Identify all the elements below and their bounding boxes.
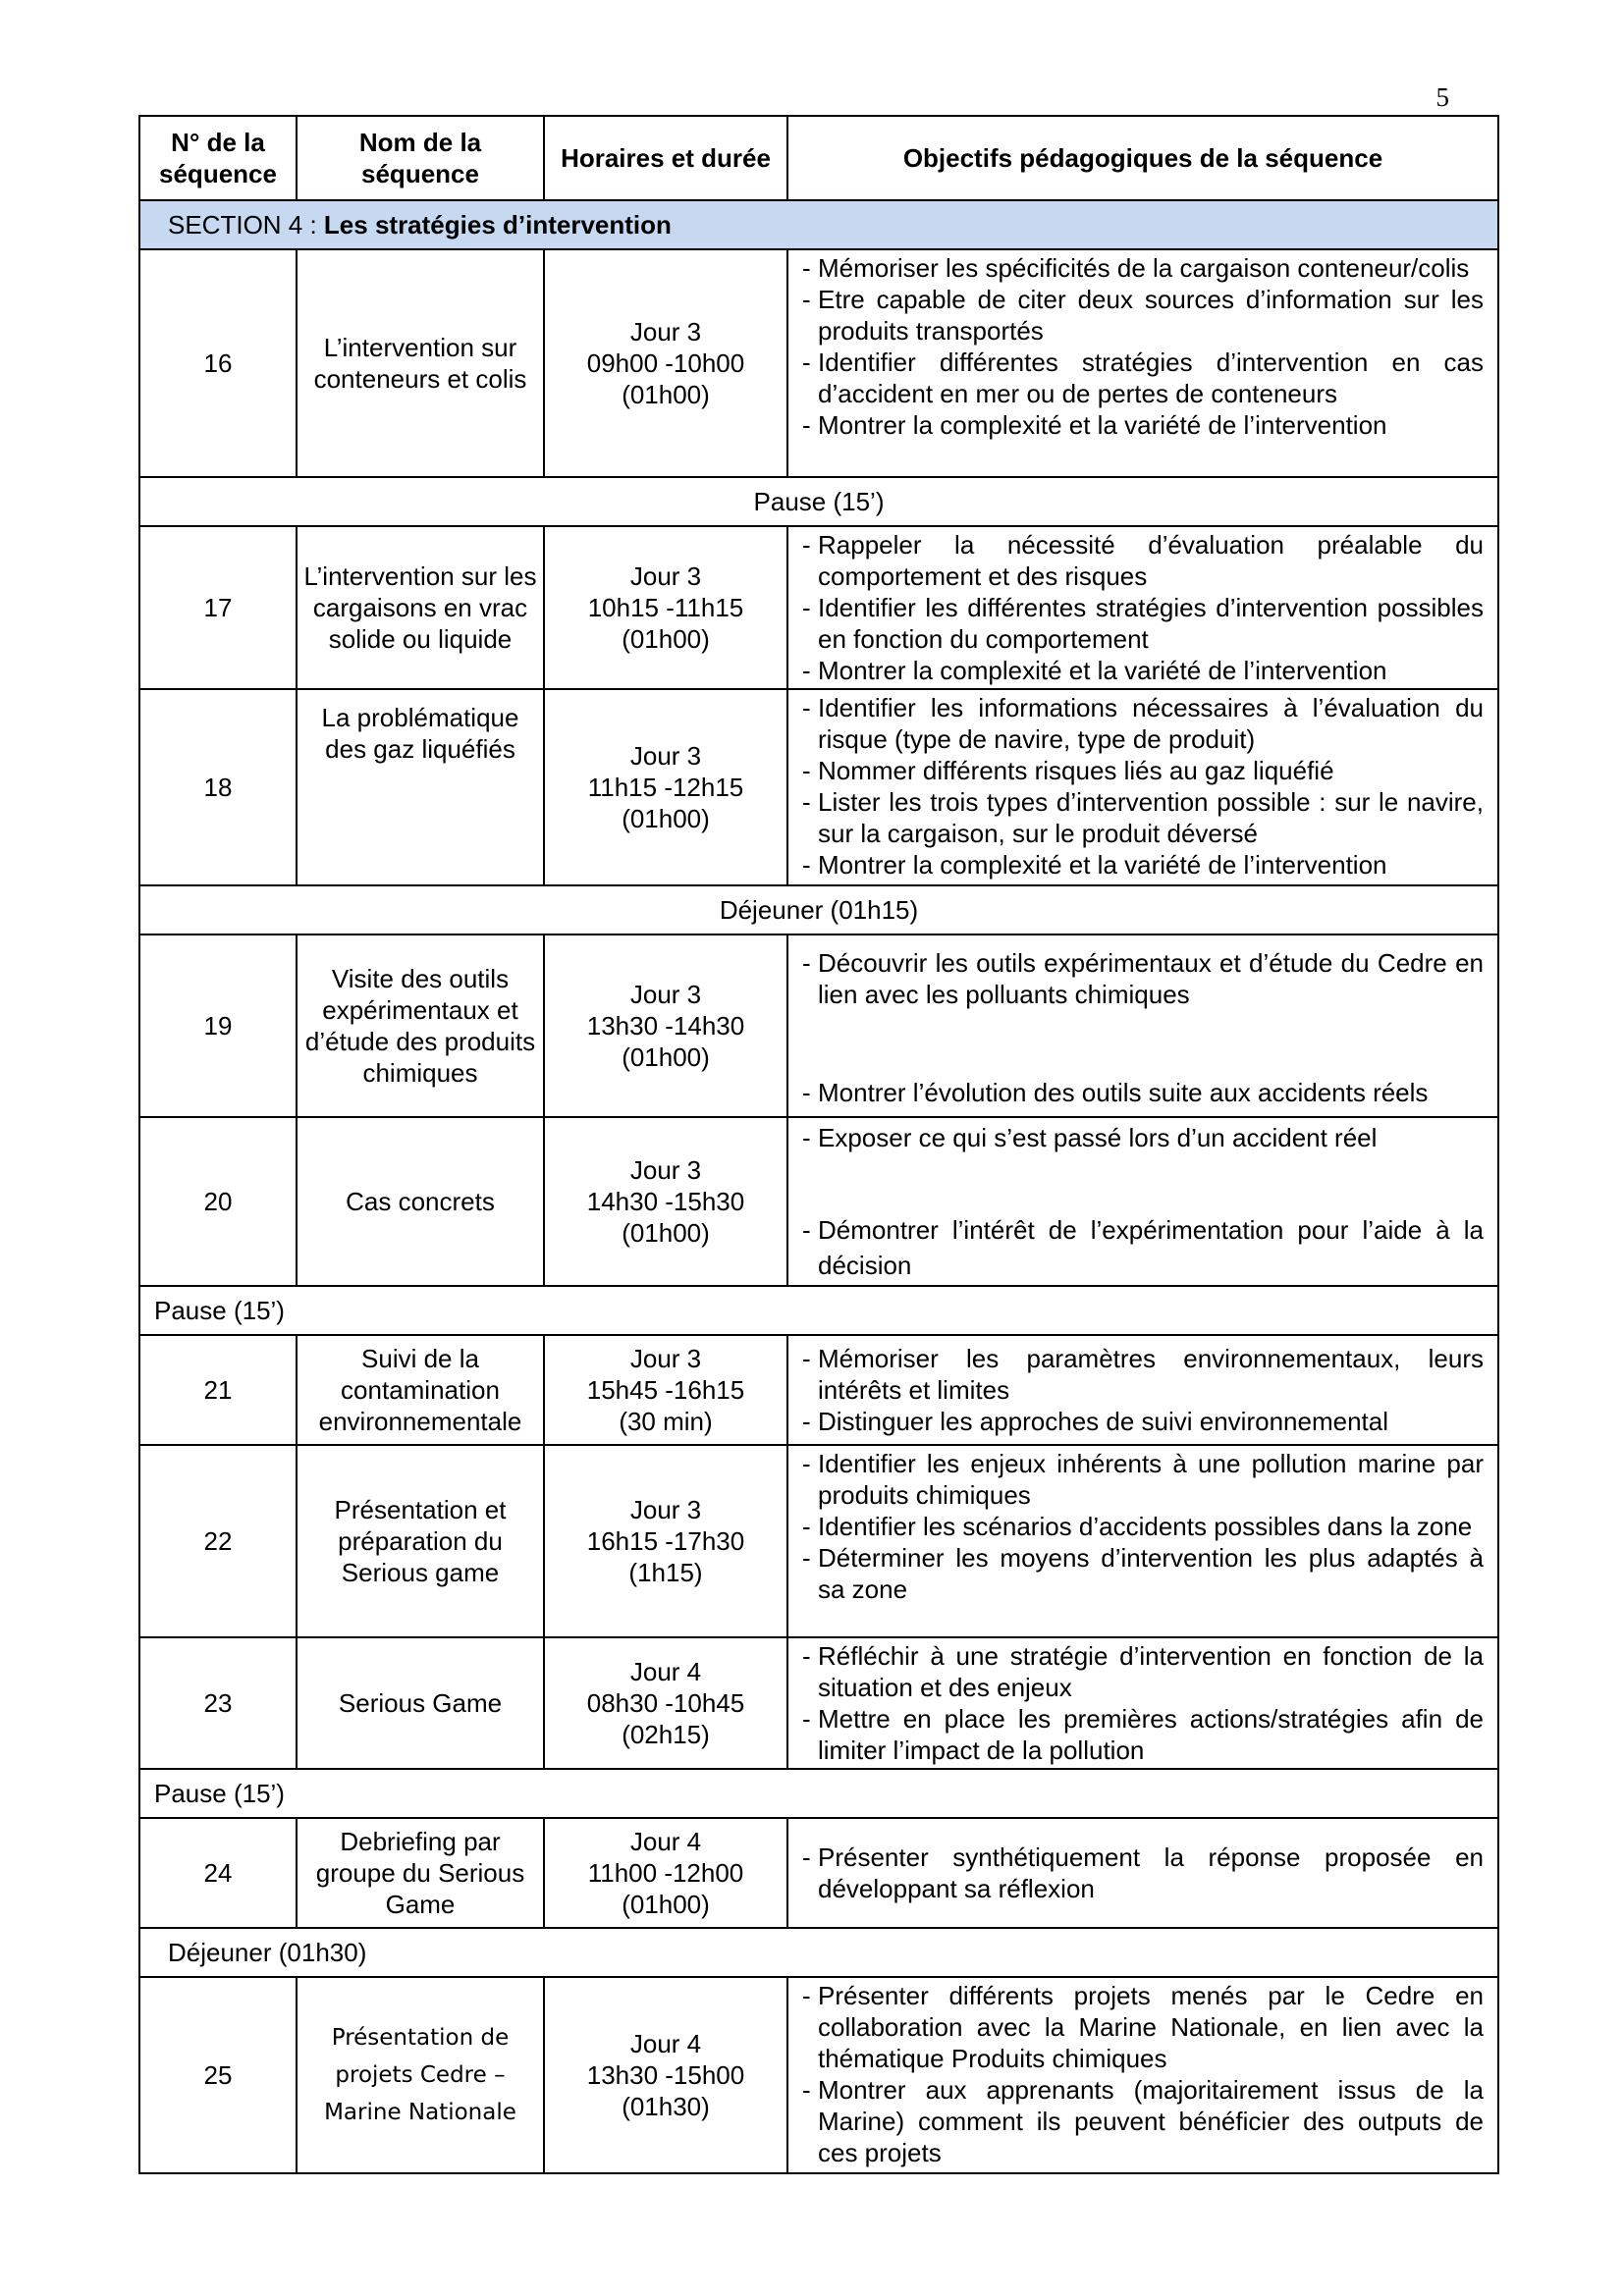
seq-time: Jour 3 11h15 -12h15 (01h00) [544,689,787,885]
sequence-table [138,115,1499,2174]
objective-item: - Identifier les différentes stratégies d’intervention possibles en fonction du comportement [802,592,1484,655]
table-row [139,934,1498,1117]
seq-time: Jour 3 09h00 -10h00 (01h00) [544,249,787,477]
objective-item: - Exposer ce qui s’est passé lors d’un accident réel [802,1120,1484,1155]
header-time: Horaires et durée [544,116,787,200]
table-row [139,1818,1498,1928]
objective-item: - Identifier différentes stratégies d’intervention en cas d’accident en mer ou de pertes de conteneurs [802,347,1484,409]
seq-objectives [787,934,1498,1117]
pause-label: Pause (15’) [139,477,1498,526]
header-num: N° de la séquence [139,116,297,200]
seq-objectives [787,1977,1498,2173]
seq-objectives [787,1335,1498,1445]
objective-item: - Découvrir les outils expérimentaux et d’étude du Cedre en lien avec les polluants chimiques [802,947,1484,1010]
seq-number: 21 [139,1335,297,1445]
objective-item: - Identifier les enjeux inhérents à une pollution marine par produits chimiques [802,1448,1484,1511]
pause-label: Pause (15’) [139,1769,1498,1818]
seq-name: L’intervention sur les cargaisons en vrac solide ou liquide [297,526,544,689]
seq-objectives [787,1637,1498,1769]
seq-objectives [787,249,1498,477]
objective-item: - Mettre en place les premières actions/stratégies afin de limiter l’impact de la pollution [802,1703,1484,1766]
table-row [139,1977,1498,2173]
pause-label: Pause (15’) [139,1286,1498,1335]
lunch-row [139,1928,1498,1977]
seq-name: Cas concrets [297,1117,544,1286]
objective-item: - Montrer l’évolution des outils suite aux accidents réels [802,1077,1484,1108]
table-row [139,1637,1498,1769]
objective-item: - Montrer la complexité et la variété de l’intervention [802,655,1484,686]
seq-time: Jour 3 13h30 -14h30 (01h00) [544,934,787,1117]
section-title: SECTION 4 : Les stratégies d’intervention [139,200,1498,249]
seq-name: L’intervention sur conteneurs et colis [297,249,544,477]
seq-time: Jour 3 10h15 -11h15 (01h00) [544,526,787,689]
seq-number: 20 [139,1117,297,1286]
objective-item: - Distinguer les approches de suivi environnemental [802,1406,1484,1437]
pause-row [139,1286,1498,1335]
objective-item: - Mémoriser les spécificités de la cargaison conteneur/colis [802,252,1484,284]
objective-item: - Présenter synthétiquement la réponse proposée en développant sa réflexion [802,1842,1484,1904]
seq-objectives [787,1445,1498,1637]
seq-name: Suivi de la contamination environnementale [297,1335,544,1445]
objective-item: - Identifier les informations nécessaires à l’évaluation du risque (type de navire, type de produit) [802,692,1484,755]
objective-item: - Identifier les scénarios d’accidents possibles dans la zone [802,1511,1484,1542]
seq-time: Jour 4 13h30 -15h00 (01h30) [544,1977,787,2173]
objective-item: - Montrer la complexité et la variété de l’intervention [802,409,1484,441]
seq-time: Jour 3 14h30 -15h30 (01h00) [544,1117,787,1286]
seq-objectives [787,526,1498,689]
seq-objectives [787,1818,1498,1928]
objective-item: - Réfléchir à une stratégie d’intervention en fonction de la situation et des enjeux [802,1640,1484,1703]
table-row [139,1445,1498,1637]
seq-number: 17 [139,526,297,689]
pause-row [139,1769,1498,1818]
seq-number: 19 [139,934,297,1117]
seq-name: Visite des outils expérimentaux et d’étude des produits chimiques [297,934,544,1117]
table-row [139,249,1498,477]
header-objectives: Objectifs pédagogiques de la séquence [787,116,1498,200]
objective-item: - Déterminer les moyens d’intervention les plus adaptés à sa zone [802,1542,1484,1605]
objective-item: - Lister les trois types d’intervention possible : sur le navire, sur la cargaison, sur le produit déversé [802,786,1484,849]
table-header-row [139,116,1498,200]
table-row [139,526,1498,689]
seq-name: Debriefing par groupe du Serious Game [297,1818,544,1928]
page-number: 5 [1435,82,1449,112]
table-row [139,1117,1498,1286]
seq-name: La problématique des gaz liquéfiés [297,689,544,885]
seq-name: Présentation et préparation du Serious game [297,1445,544,1637]
objective-item: - Démontrer l’intérêt de l’expérimentation pour l’aide à la décision [802,1212,1484,1283]
section-row [139,200,1498,249]
lunch-row [139,885,1498,934]
seq-number: 24 [139,1818,297,1928]
objective-item: - Présenter différents projets menés par le Cedre en collaboration avec la Marine Nationale, en lien avec la thématique Produits chimiques [802,1980,1484,2074]
objective-item: - Montrer aux apprenants (majoritairement issus de la Marine) comment ils peuvent bénéficier des outputs de ces projets [802,2074,1484,2168]
seq-name: Présentation de projets Cedre – Marine Nationale [297,1977,544,2173]
table-row [139,689,1498,885]
seq-time: Jour 3 15h45 -16h15 (30 min) [544,1335,787,1445]
objective-item: - Etre capable de citer deux sources d’information sur les produits transportés [802,284,1484,347]
seq-time: Jour 4 08h30 -10h45 (02h15) [544,1637,787,1769]
table-row [139,1335,1498,1445]
seq-number: 23 [139,1637,297,1769]
seq-number: 16 [139,249,297,477]
seq-objectives [787,1117,1498,1286]
objective-item: - Mémoriser les paramètres environnementaux, leurs intérêts et limites [802,1343,1484,1406]
objective-item: - Rappeler la nécessité d’évaluation préalable du comportement et des risques [802,529,1484,592]
seq-number: 18 [139,689,297,885]
objective-item: - Nommer différents risques liés au gaz liquéfié [802,755,1484,786]
seq-time: Jour 3 16h15 -17h30 (1h15) [544,1445,787,1637]
seq-objectives [787,689,1498,885]
lunch-label: Déjeuner (01h15) [139,885,1498,934]
header-name: Nom de la séquence [297,116,544,200]
seq-name: Serious Game [297,1637,544,1769]
objective-item: - Montrer la complexité et la variété de l’intervention [802,849,1484,881]
seq-number: 22 [139,1445,297,1637]
pause-row [139,477,1498,526]
seq-number: 25 [139,1977,297,2173]
seq-time: Jour 4 11h00 -12h00 (01h00) [544,1818,787,1928]
lunch-label: Déjeuner (01h30) [139,1928,1498,1977]
